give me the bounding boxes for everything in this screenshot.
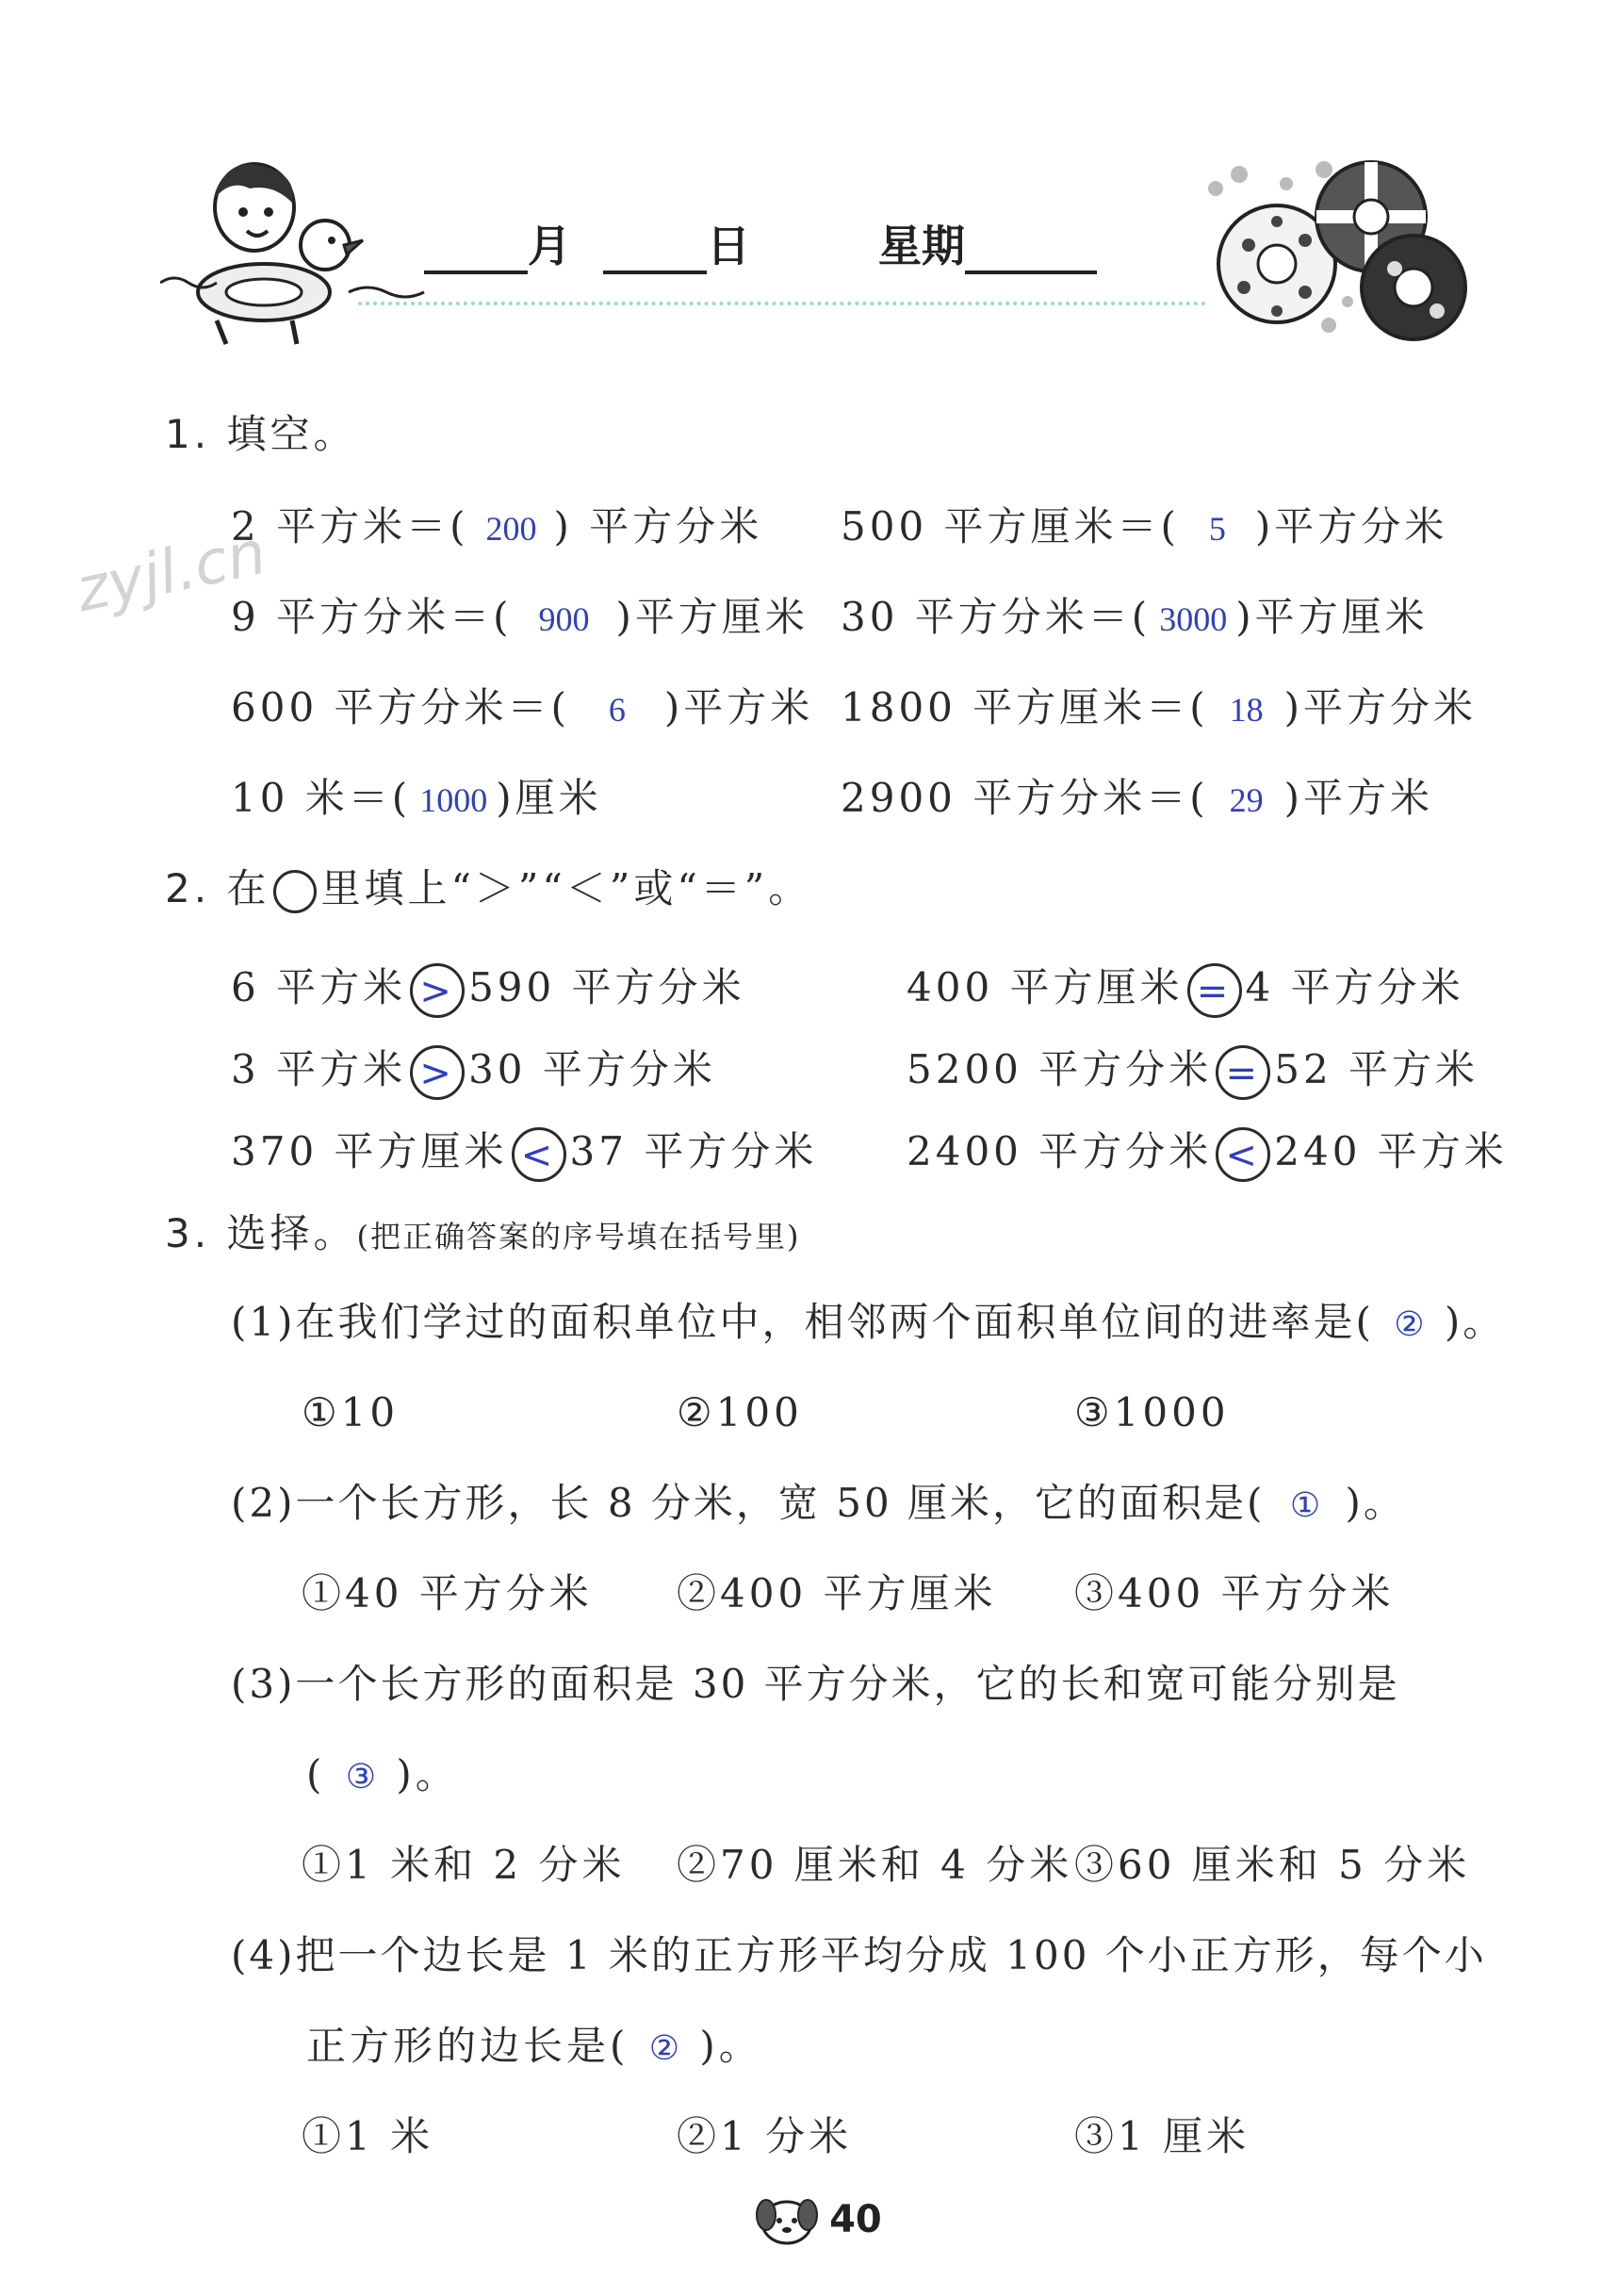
q1-answer[interactable]: 18 [1229, 691, 1264, 729]
q1-heading [165, 411, 357, 457]
q1-item [841, 594, 1429, 640]
q1-item-suffix: )平方米 [663, 684, 814, 730]
puppy-icon [749, 2187, 825, 2253]
q3-answer[interactable]: ② [648, 2029, 680, 2067]
q1-item [841, 775, 1434, 821]
q3-stem-end: )。 [699, 2023, 762, 2069]
weekday-label: 星期 [878, 221, 966, 271]
q3-title: 选择。 [226, 1210, 357, 1256]
q2-left: 6 平方米 [231, 964, 407, 1010]
q3-option[interactable]: ②100 [677, 1389, 803, 1435]
compare-circle[interactable]: < [512, 1127, 566, 1182]
q3-hint: (把正确答案的序号填在括号里) [356, 1219, 801, 1255]
compare-circle[interactable]: > [410, 1045, 465, 1100]
q2-right: 240 平方米 [1274, 1128, 1508, 1174]
q3-item-2-stem [231, 1480, 1406, 1526]
watermark: zyjl.cn [70, 517, 272, 627]
q3-item-3-stem-line2 [306, 1751, 459, 1797]
date-header [424, 212, 1097, 274]
q2-right: 52 平方米 [1274, 1046, 1479, 1092]
q2-left: 400 平方厘米 [907, 964, 1184, 1010]
q3-option[interactable]: ②400 平方厘米 [677, 1570, 997, 1616]
q1-item-prefix: 9 平方分米＝( [231, 594, 513, 640]
boy-with-swim-ring-illustration [160, 151, 433, 349]
q1-item-prefix: 2 平方米＝( [231, 503, 469, 549]
q3-option[interactable]: ①1 米 [302, 2113, 434, 2159]
q3-answer[interactable]: ③ [345, 1758, 377, 1796]
q1-item-suffix: )平方分米 [1283, 684, 1478, 730]
day-blank[interactable] [603, 235, 707, 274]
q2-heading [165, 865, 812, 913]
q3-item-4-stem: (4)把一个边长是 1 米的正方形平均分成 100 个小正方形，每个小 [231, 1932, 1487, 1978]
q3-stem: (2)一个长方形，长 8 分米，宽 50 厘米，它的面积是( [231, 1480, 1266, 1526]
header-dotted-divider [358, 302, 1206, 315]
circle-icon [273, 870, 317, 913]
q2-left: 370 平方厘米 [231, 1128, 508, 1174]
q1-answer[interactable]: 1000 [419, 781, 488, 819]
q1-item-prefix: 600 平方分米＝( [231, 684, 570, 730]
compare-circle[interactable]: = [1216, 1045, 1270, 1100]
q3-heading [165, 1210, 801, 1256]
page-footer [749, 2187, 882, 2253]
day-label: 日 [707, 221, 751, 271]
q1-item-suffix: ) 平方分米 [553, 503, 763, 549]
q1-item [231, 775, 602, 821]
q1-answer[interactable]: 29 [1229, 781, 1264, 819]
q3-item-1-stem [231, 1299, 1506, 1345]
q1-item-prefix: 2900 平方分米＝( [841, 775, 1209, 821]
q3-option[interactable]: ③60 厘米和 5 分米 [1074, 1842, 1471, 1888]
q3-option[interactable]: ②1 分米 [677, 2113, 853, 2159]
q2-left: 2400 平方分米 [907, 1128, 1213, 1174]
q2-item [907, 963, 1464, 1018]
q1-item [231, 594, 809, 640]
q2-right: 30 平方分米 [468, 1046, 716, 1092]
q2-right: 590 平方分米 [468, 964, 745, 1010]
q3-stem: (1)在我们学过的面积单位中，相邻两个面积单位间的进率是( [231, 1299, 1374, 1345]
compare-circle[interactable]: < [1216, 1127, 1270, 1182]
q3-stem: ( [306, 1751, 326, 1797]
q3-answer[interactable]: ② [1394, 1305, 1425, 1343]
q2-title-prefix: 在 [226, 865, 270, 911]
q3-stem-end: )。 [1345, 1480, 1406, 1526]
q3-option[interactable]: ②70 厘米和 4 分米 [677, 1842, 1073, 1888]
q3-answer[interactable]: ① [1289, 1486, 1321, 1524]
q1-item-prefix: 30 平方分米＝( [841, 594, 1152, 640]
compare-circle[interactable]: > [410, 963, 465, 1018]
q1-item-suffix: )平方厘米 [1235, 594, 1429, 640]
q1-item-prefix: 1800 平方厘米＝( [841, 684, 1209, 730]
q3-item-3-stem: (3)一个长方形的面积是 30 平方分米，它的长和宽可能分别是 [231, 1661, 1400, 1707]
q1-item [841, 503, 1448, 549]
q3-stem-end: )。 [396, 1751, 459, 1797]
q2-item [907, 1045, 1479, 1100]
q3-stem: 正方形的边长是( [306, 2023, 629, 2069]
q1-item [231, 684, 814, 730]
q1-item-suffix: )厘米 [496, 775, 602, 821]
q3-option[interactable]: ①1 米和 2 分米 [302, 1842, 626, 1888]
q3-option[interactable]: ③1000 [1074, 1389, 1230, 1435]
q1-number: 1. [165, 411, 211, 457]
q1-answer[interactable]: 900 [538, 600, 590, 638]
q3-option[interactable]: ③400 平方分米 [1074, 1570, 1395, 1616]
q2-right: 4 平方分米 [1245, 964, 1464, 1010]
q3-option[interactable]: ①10 [302, 1389, 400, 1435]
compare-circle[interactable]: = [1187, 963, 1242, 1018]
q1-answer[interactable]: 3000 [1159, 600, 1228, 638]
q2-left: 3 平方米 [231, 1046, 407, 1092]
month-label: 月 [528, 221, 571, 271]
weekday-blank[interactable] [965, 235, 1097, 274]
q2-item [907, 1127, 1508, 1182]
swim-rings-illustration [1206, 160, 1489, 349]
page-number: 40 [829, 2198, 882, 2241]
q1-item-suffix: )平方厘米 [615, 594, 809, 640]
q3-option[interactable]: ③1 厘米 [1074, 2113, 1250, 2159]
q1-item [231, 503, 763, 549]
q1-item-suffix: )平方分米 [1254, 503, 1448, 549]
q1-item-prefix: 500 平方厘米＝( [841, 503, 1180, 549]
q2-left: 5200 平方分米 [907, 1046, 1213, 1092]
q2-item [231, 963, 745, 1018]
q2-right: 37 平方分米 [569, 1128, 818, 1174]
q1-answer[interactable]: 6 [608, 691, 626, 729]
q3-stem-end: )。 [1444, 1299, 1506, 1345]
q1-item-suffix: )平方米 [1283, 775, 1434, 821]
q1-item [841, 684, 1478, 730]
q1-answer[interactable]: 5 [1208, 510, 1226, 548]
q1-title: 填空。 [226, 411, 357, 457]
q2-item [231, 1127, 817, 1182]
q2-title-suffix: 里填上“＞”“＜”或“＝”。 [320, 865, 812, 911]
month-blank[interactable] [424, 235, 528, 274]
q3-item-4-stem-line2 [306, 2023, 762, 2069]
q3-number: 3. [165, 1210, 211, 1256]
q1-item-prefix: 10 米＝( [231, 775, 412, 821]
q2-number: 2. [165, 865, 211, 911]
q2-item [231, 1045, 716, 1100]
q3-option[interactable]: ①40 平方分米 [302, 1570, 593, 1616]
q1-answer[interactable]: 200 [485, 510, 537, 548]
